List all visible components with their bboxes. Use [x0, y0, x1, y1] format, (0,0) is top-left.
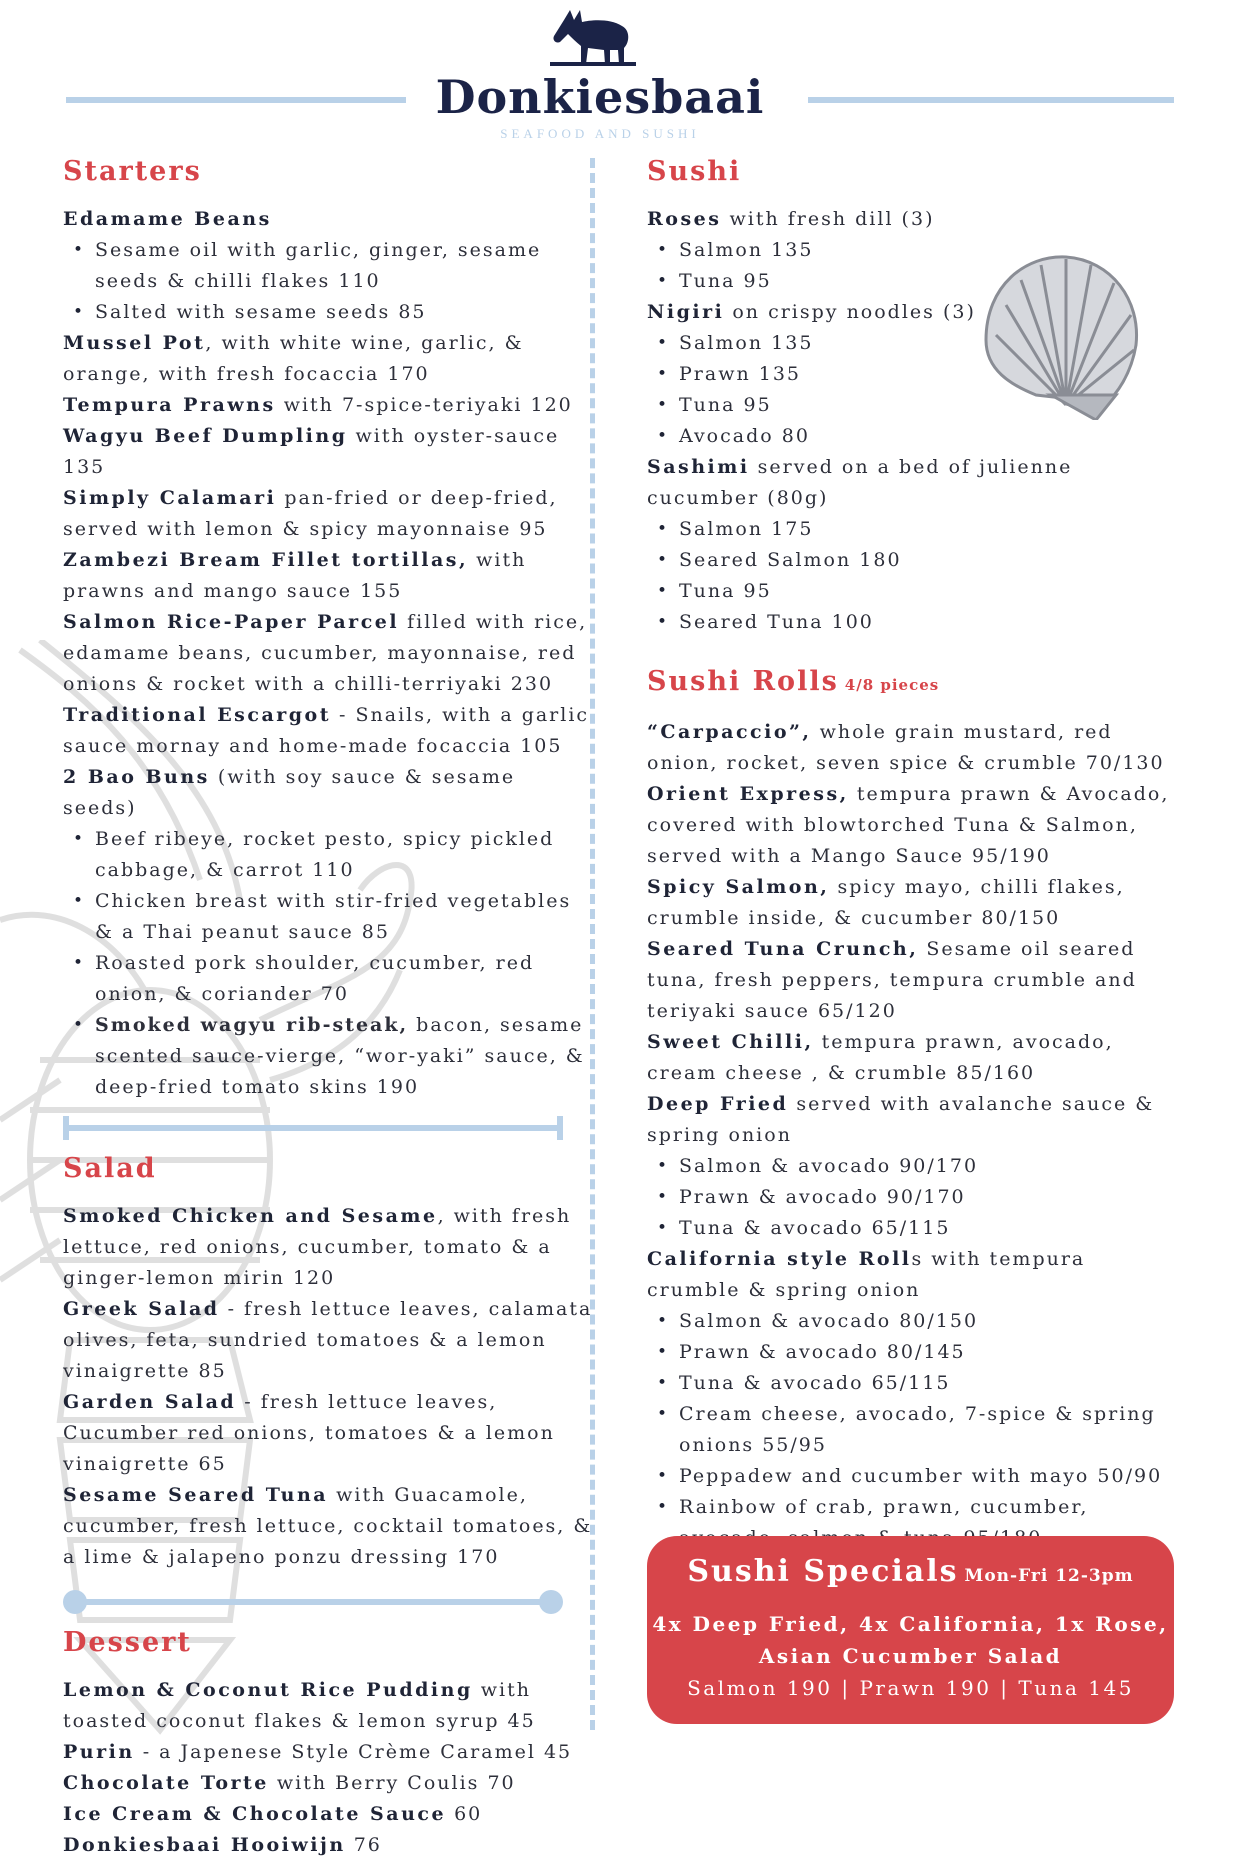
menu-item-calamari: Simply Calamari pan-fried or deep-fried, served with lemon & spicy mayonnaise 95 — [63, 487, 558, 540]
salad-title: Salad — [63, 1153, 157, 1184]
menu-item-tuna-crunch: Seared Tuna Crunch, Sesame oil seared tuna, fresh peppers, tempura crumble and teriyaki sauce 65/120 — [647, 938, 1137, 1022]
menu-item-mussel: Mussel Pot, with white wine, garlic, & orange, with fresh focaccia 170 — [63, 332, 524, 385]
option-item: • Cream cheese, avocado, 7-spice & spring onions 55/95 — [679, 1399, 1177, 1461]
option-item: • Tuna 95 — [679, 576, 1177, 607]
menu-item-purin: Purin - a Japenese Style Crème Caramel 45 — [63, 1741, 573, 1763]
sashimi-options — [647, 514, 1177, 638]
specials-prices: Salmon 190 | Prawn 190 | Tuna 145 — [687, 1676, 1134, 1700]
header-rule-right — [808, 97, 1174, 103]
left-column — [63, 150, 593, 1861]
sushi-rolls-subtitle: 4/8 pieces — [844, 676, 940, 694]
option-item: • Salted with sesame seeds 85 — [95, 297, 593, 328]
option-item: • Peppadew and cucumber with mayo 50/90 — [679, 1461, 1177, 1492]
menu-item-bream: Zambezi Bream Fillet tortillas, with prawns and mango sauce 155 — [63, 549, 527, 602]
menu-item-deep-fried: Deep Fried served with avalanche sauce & spring onion — [647, 1093, 1155, 1146]
option-item: • Prawn 135 — [679, 359, 1177, 390]
section-separator — [63, 1587, 563, 1617]
option-item: • Prawn & avocado 90/170 — [679, 1182, 1177, 1213]
header-rule-left — [66, 97, 406, 103]
menu-item-carpaccio: “Carpaccio”, whole grain mustard, red onion, rocket, seven spice & crumble 70/130 — [647, 721, 1165, 774]
menu-item-parcel: Salmon Rice-Paper Parcel filled with rice, edamame beans, cucumber, mayonnaise, red onions & rocket with a chilli-terriyaki 230 — [63, 611, 588, 695]
option-item: • Smoked wagyu rib-steak, bacon, sesame scented sauce-vierge, “wor-yaki” sauce, & deep-fried tomato skins 190 — [95, 1010, 593, 1103]
menu-item-orient-express: Orient Express, tempura prawn & Avocado, covered with blowtorched Tuna & Salmon, served with a Mango Sauce 95/190 — [647, 783, 1170, 867]
donkey-icon — [550, 8, 636, 66]
menu-item-bao: 2 Bao Buns (with soy sauce & sesame seeds) — [63, 766, 516, 819]
specials-subtitle: Mon-Fri 12-3pm — [964, 1566, 1134, 1586]
option-item: • Tuna 95 — [679, 390, 1177, 421]
sushi-specials-box — [647, 1536, 1174, 1724]
option-item: • Salmon 135 — [679, 235, 1177, 266]
dessert-title: Dessert — [63, 1627, 192, 1658]
menu-item-roses: Roses with fresh dill (3) — [647, 208, 935, 230]
menu-item-chocolate-torte: Chocolate Torte with Berry Coulis 70 — [63, 1772, 516, 1794]
option-item: • Chicken breast with stir-fried vegetables & a Thai peanut sauce 85 — [95, 886, 593, 948]
menu-item-wagyu: Wagyu Beef Dumpling with oyster-sauce 135 — [63, 425, 560, 478]
menu-item-ice-cream: Ice Cream & Chocolate Sauce 60 — [63, 1803, 483, 1825]
option-item: • Salmon & avocado 90/170 — [679, 1151, 1177, 1182]
option-item: • Tuna 95 — [679, 266, 1177, 297]
starters-title: Starters — [63, 156, 202, 187]
option-item: • Salmon & avocado 80/150 — [679, 1306, 1177, 1337]
menu-item-tempura: Tempura Prawns with 7-spice-teriyaki 120 — [63, 394, 573, 416]
menu-item-spicy-salmon: Spicy Salmon, spicy mayo, chilli flakes, crumble inside, & cucumber 80/150 — [647, 876, 1125, 929]
menu-item-greek-salad: Greek Salad - fresh lettuce leaves, calamata olives, feta, sundried tomatoes & a lemon vinaigrette 85 — [63, 1298, 593, 1382]
option-item: • Salmon 135 — [679, 328, 1177, 359]
roses-options — [647, 235, 1177, 297]
menu-item-california: California style Rolls with tempura crumble & spring onion — [647, 1248, 1086, 1301]
menu-item-sashimi: Sashimi served on a bed of julienne cucumber (80g) — [647, 456, 1073, 509]
bao-options — [63, 824, 593, 1103]
menu-item-rice-pudding: Lemon & Coconut Rice Pudding with toasted coconut flakes & lemon syrup 45 — [63, 1679, 536, 1732]
option-item: • Sesame oil with garlic, ginger, sesame seeds & chilli flakes 110 — [95, 235, 593, 297]
option-item: • Prawn & avocado 80/145 — [679, 1337, 1177, 1368]
specials-description — [647, 1608, 1174, 1672]
sushi-rolls-title: Sushi Rolls 4/8 pieces — [647, 666, 940, 697]
specials-title: Sushi Specials Mon-Fri 12-3pm — [687, 1554, 1134, 1589]
specials-line-2: Asian Cucumber Salad — [758, 1644, 1063, 1668]
option-item: • Beef ribeye, rocket pesto, spicy pickled cabbage, & carrot 110 — [95, 824, 593, 886]
menu-item-escargot: Traditional Escargot - Snails, with a garlic sauce mornay and home-made focaccia 105 — [63, 704, 590, 757]
section-separator — [63, 1113, 563, 1143]
menu-item-edamame: Edamame Beans — [63, 208, 272, 230]
brand-title: Donkiesbaai — [435, 70, 765, 124]
edamame-options — [63, 235, 593, 328]
option-item: • Rainbow of crab, prawn, cucumber, — [679, 1492, 1177, 1554]
option-item: • Tuna & avocado 65/115 — [679, 1213, 1177, 1244]
option-item: • Tuna & avocado 65/115 — [679, 1368, 1177, 1399]
option-item: • Seared Salmon 180 — [679, 545, 1177, 576]
menu-item-nigiri: Nigiri on crispy noodles (3) — [647, 301, 976, 323]
option-item: • Avocado 80 — [679, 421, 1177, 452]
option-item: • Salmon 175 — [679, 514, 1177, 545]
sushi-title: Sushi — [647, 156, 742, 187]
option-item: • Seared Tuna 100 — [679, 607, 1177, 638]
specials-line-1: 4x Deep Fried, 4x California, 1x Rose, — [652, 1612, 1169, 1636]
nigiri-options — [647, 328, 1177, 452]
menu-item-sweet-chilli: Sweet Chilli, tempura prawn, avocado, cream cheese , & crumble 85/160 — [647, 1031, 1114, 1084]
option-item: • Roasted pork shoulder, cucumber, red onion, & coriander 70 — [95, 948, 593, 1010]
brand-tagline: SEAFOOD AND SUSHI — [500, 126, 700, 141]
right-column — [647, 150, 1177, 1554]
menu-item-garden-salad: Garden Salad - fresh lettuce leaves, Cucumber red onions, tomatoes & a lemon vinaigrette 65 — [63, 1391, 555, 1475]
menu-item-hooiwijn: Donkiesbaai Hooiwijn 76 — [63, 1834, 382, 1856]
deep-fried-options — [647, 1151, 1177, 1244]
california-options — [647, 1306, 1177, 1554]
menu-item-seared-tuna: Sesame Seared Tuna with Guacamole, cucumber, fresh lettuce, cocktail tomatoes, & a lime & jalapeno ponzu dressing 170 — [63, 1484, 593, 1568]
menu-item-smoked-chicken: Smoked Chicken and Sesame, with fresh lettuce, red onions, cucumber, tomato & a ginger-lemon mirin 120 — [63, 1205, 572, 1289]
